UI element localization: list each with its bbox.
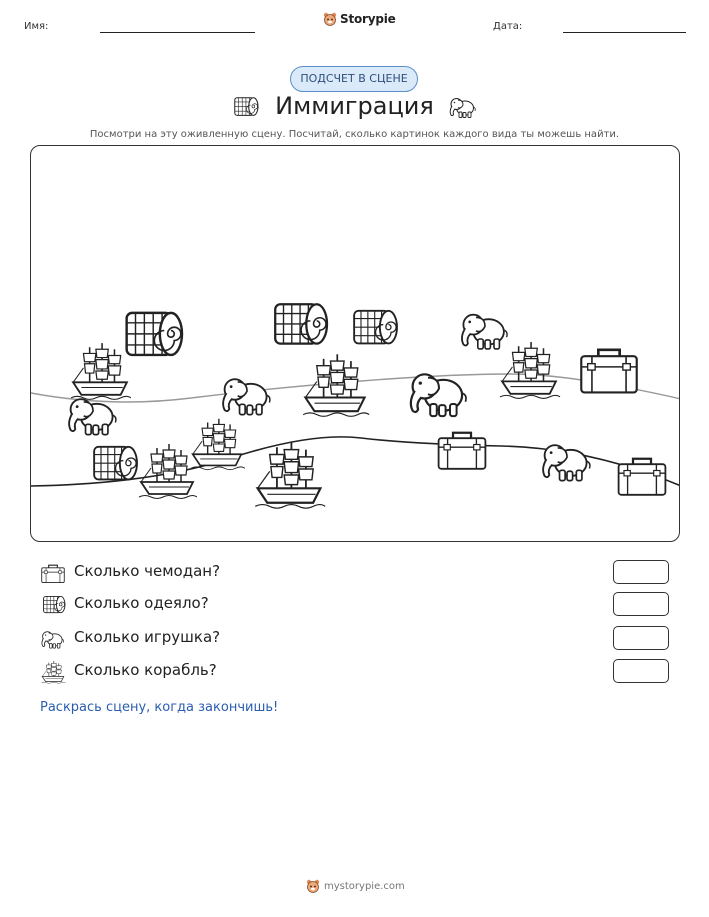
name-field[interactable] — [100, 32, 255, 33]
instructions: Посмотри на эту оживленную сцену. Посчитай, сколько картинок каждого вида ты можешь найти. — [89, 129, 620, 140]
question-row-suitcase — [40, 560, 670, 586]
suitcase-icon — [615, 448, 669, 502]
question-text: Сколько чемодан? — [74, 562, 221, 580]
suitcase-icon — [435, 422, 489, 476]
blanket-icon — [83, 440, 143, 488]
name-label: Имя: — [24, 21, 49, 32]
question-text: Сколько корабль? — [74, 661, 217, 679]
ship-icon — [189, 416, 245, 472]
ship-icon — [137, 442, 197, 500]
ship-icon — [299, 352, 371, 418]
answer-box-toy[interactable] — [613, 626, 669, 650]
elephant-toy-icon — [448, 94, 478, 120]
ship-icon — [251, 440, 327, 510]
storypie-bear-icon — [323, 12, 337, 26]
answer-box-blanket[interactable] — [613, 592, 669, 616]
date-field[interactable] — [563, 32, 686, 33]
suitcase-icon — [40, 561, 66, 585]
footer — [306, 879, 405, 893]
suitcase-icon — [577, 338, 641, 400]
closing-instruction: Раскрась сцену, когда закончишь! — [40, 700, 279, 715]
brand-logo — [323, 12, 396, 26]
question-text: Сколько игрушка? — [74, 628, 221, 646]
storypie-bear-icon — [306, 879, 320, 893]
elephant-toy-icon — [40, 627, 66, 651]
blanket-icon — [40, 593, 66, 617]
elephant-toy-icon — [406, 364, 472, 422]
ship-icon — [69, 341, 131, 401]
question-row-blanket — [40, 592, 670, 618]
question-row-ship — [40, 659, 670, 685]
footer-url[interactable]: mystorypie.com — [324, 880, 405, 892]
date-label: Дата: — [493, 21, 523, 32]
ship-icon — [40, 660, 66, 684]
elephant-toy-icon — [539, 436, 595, 486]
ship-icon — [497, 340, 561, 400]
elephant-toy-icon — [219, 370, 275, 420]
question-row-toy — [40, 626, 670, 652]
blanket-icon — [263, 296, 333, 354]
brand-name: Storypie — [340, 12, 396, 26]
blanket-icon — [344, 304, 402, 352]
counting-scene — [30, 145, 680, 542]
answer-box-ship[interactable] — [613, 659, 669, 683]
question-text: Сколько одеяло? — [74, 594, 209, 612]
page-title: Иммиграция — [275, 92, 434, 120]
activity-badge: ПОДСЧЕТ В СЦЕНЕ — [290, 66, 418, 92]
answer-box-suitcase[interactable] — [613, 560, 669, 584]
